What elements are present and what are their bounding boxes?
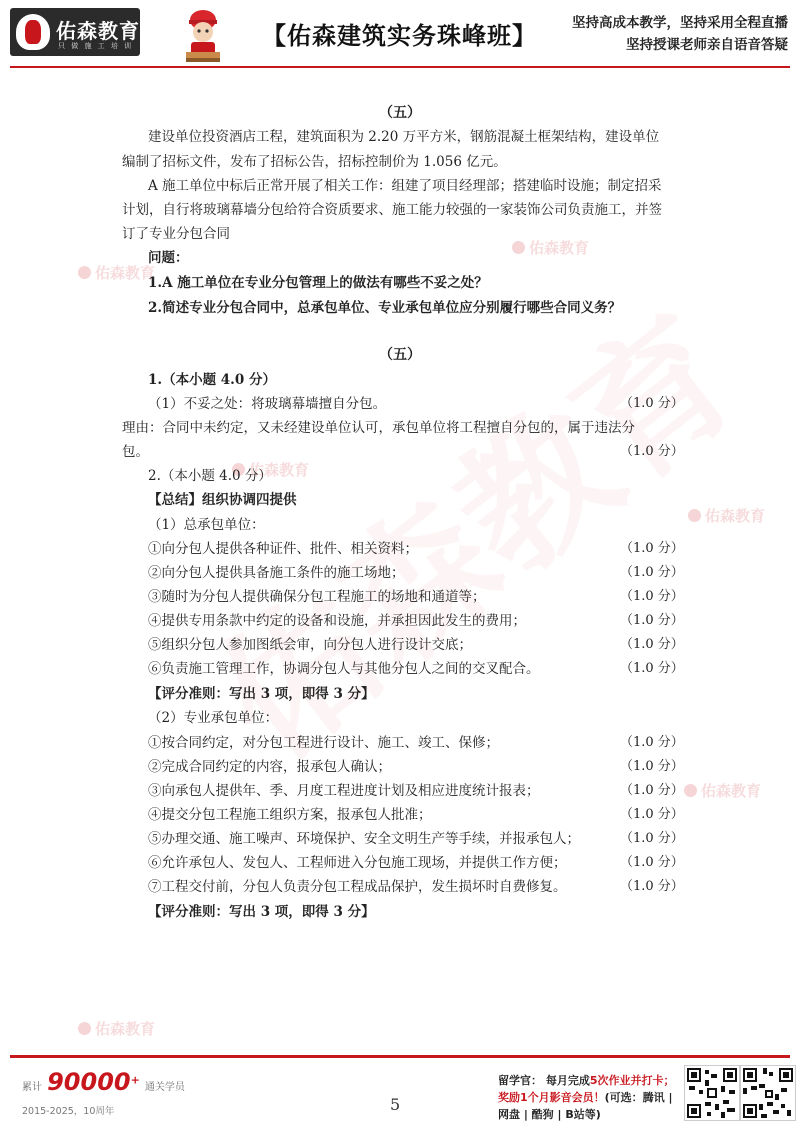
scenario-paragraph-2-end: 订了专业分包合同 bbox=[122, 226, 230, 242]
subcontractor-label: （2）专业承包单位： bbox=[148, 710, 279, 726]
student-count-number: 90000 bbox=[47, 1068, 131, 1096]
gc-duty-item: ⑤组织分包人参加图纸会审，向分包人进行设计交底； bbox=[148, 637, 472, 653]
scoring-rule: 【评分准则：写出 3 项，即得 3 分】 bbox=[148, 904, 375, 920]
general-contractor-label: （1）总承包单位： bbox=[148, 517, 265, 533]
gc-duty-item: ①向分包人提供各种证件、批件、相关资料； bbox=[148, 541, 418, 557]
qr-code-icon[interactable] bbox=[740, 1065, 796, 1121]
score-label: （1.0 分） bbox=[620, 879, 684, 894]
score-label: （1.0 分） bbox=[620, 444, 684, 459]
brand-logo bbox=[10, 8, 140, 56]
score-label: （1.0 分） bbox=[620, 396, 684, 411]
header-slogans bbox=[572, 12, 788, 56]
brand-mark-icon bbox=[16, 14, 50, 50]
promo-reward: 奖励1个月影音会员！ bbox=[498, 1091, 605, 1104]
answer-section-title: （五） bbox=[379, 347, 421, 363]
score-label: （1.0 分） bbox=[620, 735, 684, 750]
watermark-logo: 佑森教育 bbox=[688, 505, 765, 526]
sc-duty-item: ⑦工程交付前，分包人负责分包工程成品保护，发生损坏时自费修复。 bbox=[148, 879, 567, 895]
gc-duty-item: ③随时为分包人提供确保分包工程施工的场地和通道等； bbox=[148, 589, 486, 605]
score-label: （1.0 分） bbox=[620, 541, 684, 556]
course-title: 【佑森建筑实务珠峰班】 bbox=[262, 22, 537, 50]
mascot-icon bbox=[178, 6, 228, 64]
answer-1-improper: （1）不妥之处：将玻璃幕墙擅自分包。 bbox=[148, 396, 387, 412]
anniversary-text: 2015-2025，10周年 bbox=[22, 1106, 115, 1117]
promo-text-part: 每月完成 bbox=[545, 1074, 590, 1087]
watermark-logo: 佑森教育 bbox=[684, 780, 761, 801]
promo-options-cont: 网盘 | 酷狗 | B站等) bbox=[498, 1108, 601, 1121]
student-count-suffix: 通关学员 bbox=[144, 1082, 185, 1093]
score-label: （1.0 分） bbox=[620, 831, 684, 846]
watermark-logo: 佑森教育 bbox=[232, 459, 309, 480]
score-label: （1.0 分） bbox=[620, 783, 684, 798]
questions-label: 问题： bbox=[148, 250, 189, 266]
sc-duty-item: ⑥允许承包人、发包人、工程师进入分包施工现场，并提供工作方便； bbox=[148, 855, 567, 871]
answer-1-reason: 理由：合同中未约定，又未经建设单位认可，承包单位将工程擅自分包的，属于违法分 bbox=[122, 420, 635, 436]
gc-duty-item: ②向分包人提供具备施工条件的施工场地； bbox=[148, 565, 405, 581]
scenario-paragraph-2-cont: 计划，自行将玻璃幕墙分包给符合资质要求、施工能力较强的一家装饰公司负责施工，并签 bbox=[122, 202, 662, 218]
promo-label: 留学官： bbox=[498, 1074, 542, 1087]
question-section-title: （五） bbox=[379, 105, 421, 121]
scenario-paragraph-1-cont: 编制了招标文件，发布了招标公告，招标控制价为 1.056 亿元。 bbox=[122, 154, 507, 170]
student-count-plus: + bbox=[130, 1073, 140, 1087]
student-count-prefix: 累计 bbox=[22, 1082, 42, 1093]
score-label: （1.0 分） bbox=[620, 613, 684, 628]
qr-code-icon[interactable] bbox=[684, 1065, 740, 1121]
student-count bbox=[22, 1068, 185, 1096]
score-label: （1.0 分） bbox=[620, 807, 684, 822]
score-label: （1.0 分） bbox=[620, 661, 684, 676]
gc-duty-item: ⑥负责施工管理工作，协调分包人与其他分包人之间的交叉配合。 bbox=[148, 661, 540, 677]
answer-part-1-heading: 1.（本小题 4.0 分） bbox=[148, 372, 276, 388]
promo-options: (可选：腾讯 | bbox=[604, 1091, 673, 1104]
gc-duty-item: ④提供专用条款中约定的设备和设施，并承担因此发生的费用； bbox=[148, 613, 526, 629]
header-divider bbox=[10, 66, 790, 68]
sc-duty-item: ②完成合同约定的内容，报承包人确认； bbox=[148, 759, 391, 775]
slogan-line-2: 坚持授课老师亲自语音答疑 bbox=[626, 37, 788, 53]
scenario-paragraph-1: 建设单位投资酒店工程，建筑面积为 2.20 万平方米，钢筋混凝土框架结构，建设单位 bbox=[148, 129, 660, 145]
sc-duty-item: ④提交分包工程施工组织方案，报承包人批准； bbox=[148, 807, 432, 823]
page-header bbox=[0, 0, 800, 68]
question-1: 1.A 施工单位在专业分包管理上的做法有哪些不妥之处？ bbox=[148, 275, 488, 291]
page-number: 5 bbox=[390, 1095, 401, 1114]
summary-note: 【总结】组织协调四提供 bbox=[148, 492, 297, 508]
promo-text bbox=[498, 1072, 682, 1123]
sc-duty-item: ⑤办理交通、施工噪声、环境保护、安全文明生产等手续，并报承包人； bbox=[148, 831, 580, 847]
score-label: （1.0 分） bbox=[620, 855, 684, 870]
score-label: （1.0 分） bbox=[620, 589, 684, 604]
sc-duty-item: ①按合同约定，对分包工程进行设计、施工、竣工、保修； bbox=[148, 735, 499, 751]
score-label: （1.0 分） bbox=[620, 759, 684, 774]
brand-name: 佑森教育 bbox=[56, 19, 140, 43]
watermark-logo: 佑森教育 bbox=[78, 1018, 155, 1039]
footer-divider bbox=[10, 1055, 790, 1058]
score-label: （1.0 分） bbox=[620, 565, 684, 580]
watermark-logo: 佑森教育 bbox=[512, 237, 589, 258]
promo-highlight: 5次作业并打卡； bbox=[589, 1074, 675, 1087]
scoring-rule: 【评分准则：写出 3 项，即得 3 分】 bbox=[148, 686, 375, 702]
slogan-line-1: 坚持高成本教学，坚持采用全程直播 bbox=[572, 15, 788, 31]
score-label: （1.0 分） bbox=[620, 637, 684, 652]
answer-1-reason-cont: 包。 bbox=[122, 444, 149, 460]
brand-slogan: 只 做 施 工 培 训 bbox=[58, 42, 134, 50]
scenario-paragraph-2: A 施工单位中标后正常开展了相关工作：组建了项目经理部；搭建临时设施；制定招采 bbox=[148, 178, 662, 194]
question-2: 2.简述专业分包合同中，总承包单位、专业承包单位应分别履行哪些合同义务？ bbox=[148, 300, 622, 316]
watermark-logo: 佑森教育 bbox=[78, 262, 155, 283]
answer-part-2-heading: 2.（本小题 4.0 分） bbox=[148, 468, 272, 484]
sc-duty-item: ③向承包人提供年、季、月度工程进度计划及相应进度统计报表； bbox=[148, 783, 540, 799]
